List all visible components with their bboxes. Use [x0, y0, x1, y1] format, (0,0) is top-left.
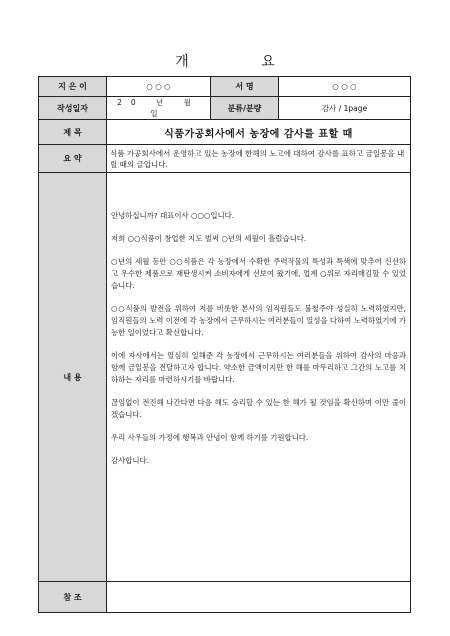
author-row — [39, 77, 411, 97]
category-value: 감사 / 1page — [279, 97, 411, 120]
summary-value: 식품 가공회사에서 운영하고 있는 농장에 한해의 노고에 대하여 감사를 표하고 금일봉을 내릴 때의 글입니다. — [107, 145, 411, 173]
summary-row — [39, 145, 411, 173]
content-paragraph: 저희 ○○식품이 창업한 지도 벌써 ○년의 세월이 흘렀습니다. — [111, 234, 307, 243]
subject-row — [39, 120, 411, 145]
content-body — [107, 173, 411, 582]
reference-label: 참 조 — [39, 582, 107, 613]
subject-value: 식품가공회사에서 농장에 감사를 표할 때 — [107, 120, 411, 145]
date-row — [39, 97, 411, 120]
category-label: 분류/분량 — [211, 97, 279, 120]
signature-value: ○ ○ ○ — [279, 77, 411, 97]
reference-row — [39, 582, 411, 613]
content-paragraph: 끊임없이 전진해 나간다면 다음 해도 승리할 수 있는 한 해가 될 것임을 확신하며 이만 줄이겠습니다. — [111, 398, 406, 419]
author-label: 지 은 이 — [39, 77, 107, 97]
overview-table — [38, 76, 411, 613]
content-paragraph: 이에 자사에서는 열심히 일해준 각 농장에서 근무하시는 여러분들을 위하여 감사의 마음과 함께 금일봉을 전달하고자 합니다. 약소한 금액이지만 한 해를 마무리하고 그간의 노고를 치하하는 자리를 마련하시기를 바랍니다. — [111, 351, 406, 384]
content-paragraph: 감사합니다. — [111, 456, 150, 465]
page-title: 개 요 — [175, 54, 309, 70]
content-paragraph: ○년의 세월 동안 ○○식품은 각 농장에서 수확한 주력작물의 특성과 특색에 맞추어 신선하고 우수한 제품으로 재탄생시켜 소비자에게 선보여 왔기에, 업계 ○위로 자리매김할 수 있었습니다. — [111, 257, 406, 290]
author-value: ○ ○ ○ — [107, 77, 211, 97]
signature-label: 서 명 — [211, 77, 279, 97]
subject-label: 제 목 — [39, 120, 107, 145]
content-paragraph: 우리 사우들의 가정에 행복과 안녕이 함께 하기를 기원합니다. — [111, 433, 309, 442]
content-paragraph: 안녕하십니까? 대표이사 ○○○입니다. — [111, 211, 235, 220]
content-label: 내 용 — [39, 173, 107, 582]
reference-value — [107, 582, 411, 613]
date-label: 작성일자 — [39, 97, 107, 120]
content-row — [39, 173, 411, 582]
date-value: 20 년 월 일 — [107, 97, 211, 120]
content-paragraph: ○○식품의 발전을 위하여 저를 비롯한 본사의 임직원들도 불철주야 성실히 노력하였지만, 임직원들의 노력 이전에 각 농장에서 근무하시는 여러분들이 열성을 다하여 노력하였기에 가능한 일이었다고 확신합니다. — [111, 304, 406, 337]
summary-label: 요 약 — [39, 145, 107, 173]
